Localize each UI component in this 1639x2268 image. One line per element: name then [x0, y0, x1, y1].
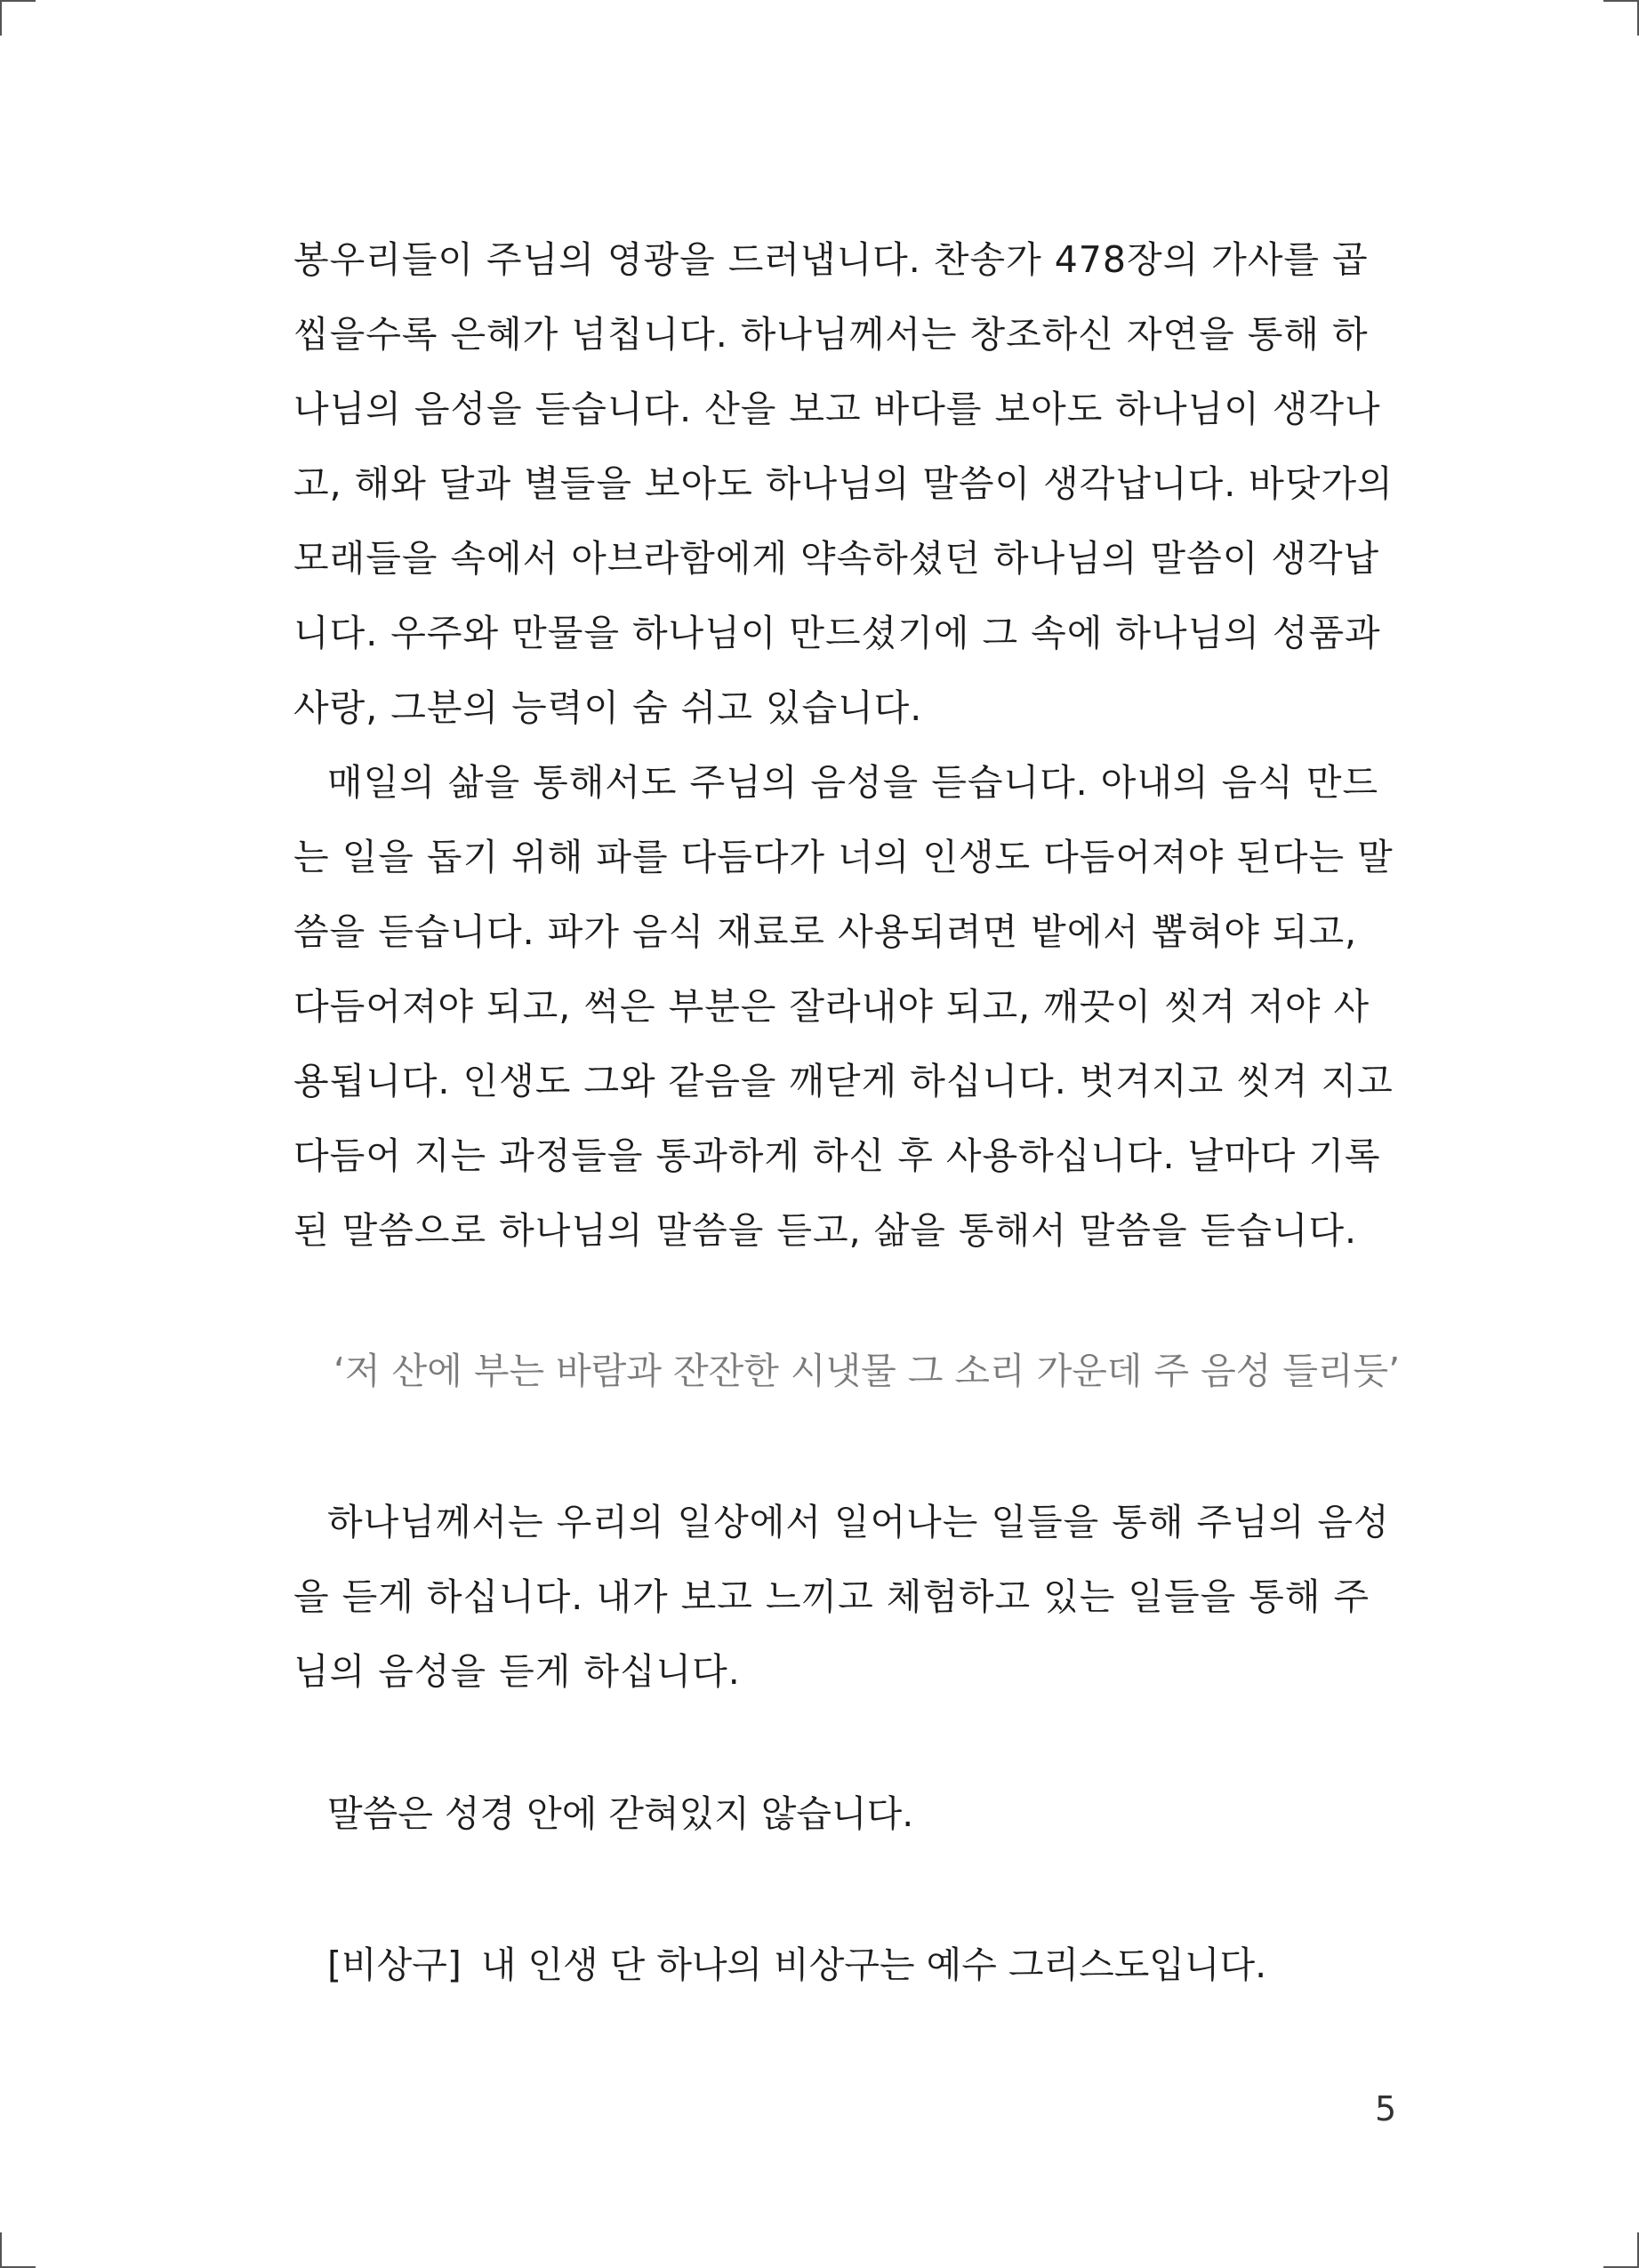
paragraph-1: 봉우리들이 주님의 영광을 드러냅니다. 찬송가 478장의 가사를 곱씹을수록 은혜가 넘칩니다. 하나님께서는 창조하신 자연을 통해 하나님의 음성을 듣습니다. 산을 보고 바다를 보아도 하나님이 생각나고, 해와 달과 별들을 보아도 하나님의 말씀이 생각납니다. 바닷가의 모래들을 속에서 아브라함에게 약속하셨던 하나님의 말씀이 생각납니다. 우주와 만물을 하나님이 만드셨기에 그 속에 하나님의 성품과 사랑, 그분의 능력이 숨 쉬고 있습니다.	[293, 238, 1394, 729]
paragraph-3: 하나님께서는 우리의 일상에서 일어나는 일들을 통해 주님의 음성을 듣게 하십니다. 내가 보고 느끼고 체험하고 있는 일들을 통해 주님의 음성을 듣게 하십니다.	[293, 1501, 1390, 1693]
crop-mark-top-right-h	[1603, 0, 1639, 2]
crop-mark-bottom-left-v	[0, 2232, 2, 2268]
section-tag: [비상구]	[327, 1943, 462, 1986]
hymn-quote: ‘저 산에 부는 바람과 잔잔한 시냇물 그 소리 가운데 주 음성 들리듯’	[333, 1350, 1401, 1392]
crop-mark-top-left-v	[0, 0, 2, 36]
paragraph-2: 매일의 삶을 통해서도 주님의 음성을 듣습니다. 아내의 음식 만드는 일을 돕기 위해 파를 다듬다가 너의 인생도 다듬어져야 된다는 말씀을 듣습니다. 파가 음식 재료로 사용되려면 밭에서 뽑혀야 되고, 다듬어져야 되고, 썩은 부분은 잘라내야 되고, 깨끗이 씻겨 저야 사용됩니다. 인생도 그와 같음을 깨닫게 하십니다. 벗겨지고 씻겨 지고 다듬어 지는 과정들을 통과하게 하신 후 사용하십니다. 날마다 기록된 말씀으로 하나님의 말씀을 듣고, 삶을 통해서 말씀을 듣습니다.	[293, 761, 1394, 1252]
page-number: 5	[1375, 2089, 1397, 2128]
paragraph-5-text: 내 인생 단 하나의 비상구는 예수 그리스도입니다.	[480, 1943, 1267, 1986]
crop-mark-top-left-h	[0, 0, 36, 2]
paragraph-4: 말씀은 성경 안에 갇혀있지 않습니다.	[327, 1792, 914, 1835]
paragraph-5	[327, 1927, 1266, 2002]
